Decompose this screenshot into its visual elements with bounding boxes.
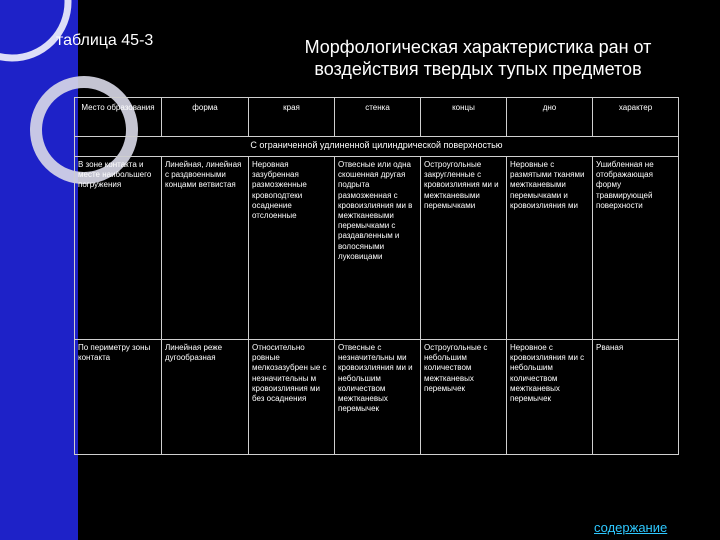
header-cell: концы (421, 98, 507, 137)
table-cell: Относительно ровные мелкозазубрен ые с незначительны м кровоизлияния ми без осаднения (249, 340, 335, 455)
table-cell: Неровные с размятыми тканями межтканевыми перемычками и кровоизлияния ми (507, 157, 593, 340)
table-cell: Остроугольные закругленные с кровоизлияния ми и межтканевыми перемычками (421, 157, 507, 340)
header-cell: края (249, 98, 335, 137)
table-number-label: таблица 45-3 (56, 32, 154, 49)
header-cell: форма (162, 98, 249, 137)
sidebar-bar (0, 0, 78, 540)
header-row (75, 98, 679, 137)
table-cell: По периметру зоны контакта (75, 340, 162, 455)
table-cell: В зоне контакта и месте наибольшего погружения (75, 157, 162, 340)
table-cell: Рваная (593, 340, 679, 455)
table-row (75, 340, 679, 455)
header-cell: Место образования (75, 98, 162, 137)
section-cell: С ограниченной удлиненной цилиндрической поверхностью (75, 137, 679, 157)
header-cell: характер (593, 98, 679, 137)
table-cell: Отвесные с незначительны ми кровоизлияния ми и небольшим количеством межтканевых перемычек (335, 340, 421, 455)
header-cell: дно (507, 98, 593, 137)
table-cell: Неровная зазубренная размозженные кровоподтеки осаднение отслоенные (249, 157, 335, 340)
section-row (75, 137, 679, 157)
slide-title: Морфологическая характеристика ран от воздействия твердых тупых предметов (304, 37, 652, 79)
header-cell: стенка (335, 98, 421, 137)
contents-link[interactable]: содержание (594, 520, 668, 535)
table-cell: Отвесные или одна скошенная другая подрыта размозженная с кровоизлияния ми в межтканевыми перемычками с раздавленным и волосяными луковицами (335, 157, 421, 340)
table-row (75, 157, 679, 340)
table-cell: Линейная реже дугообразная (162, 340, 249, 455)
table-cell: Неровное с кровоизлияния ми с небольшим количеством межтканевых перемычек (507, 340, 593, 455)
wound-characteristics-table (74, 97, 679, 455)
table-cell: Ушибленная не отображающая форму травмирующей поверхности (593, 157, 679, 340)
table-cell: Остроугольные с небольшим количеством межтканевых перемычек (421, 340, 507, 455)
table-cell: Линейная, линейная с раздвоенными концами ветвистая (162, 157, 249, 340)
